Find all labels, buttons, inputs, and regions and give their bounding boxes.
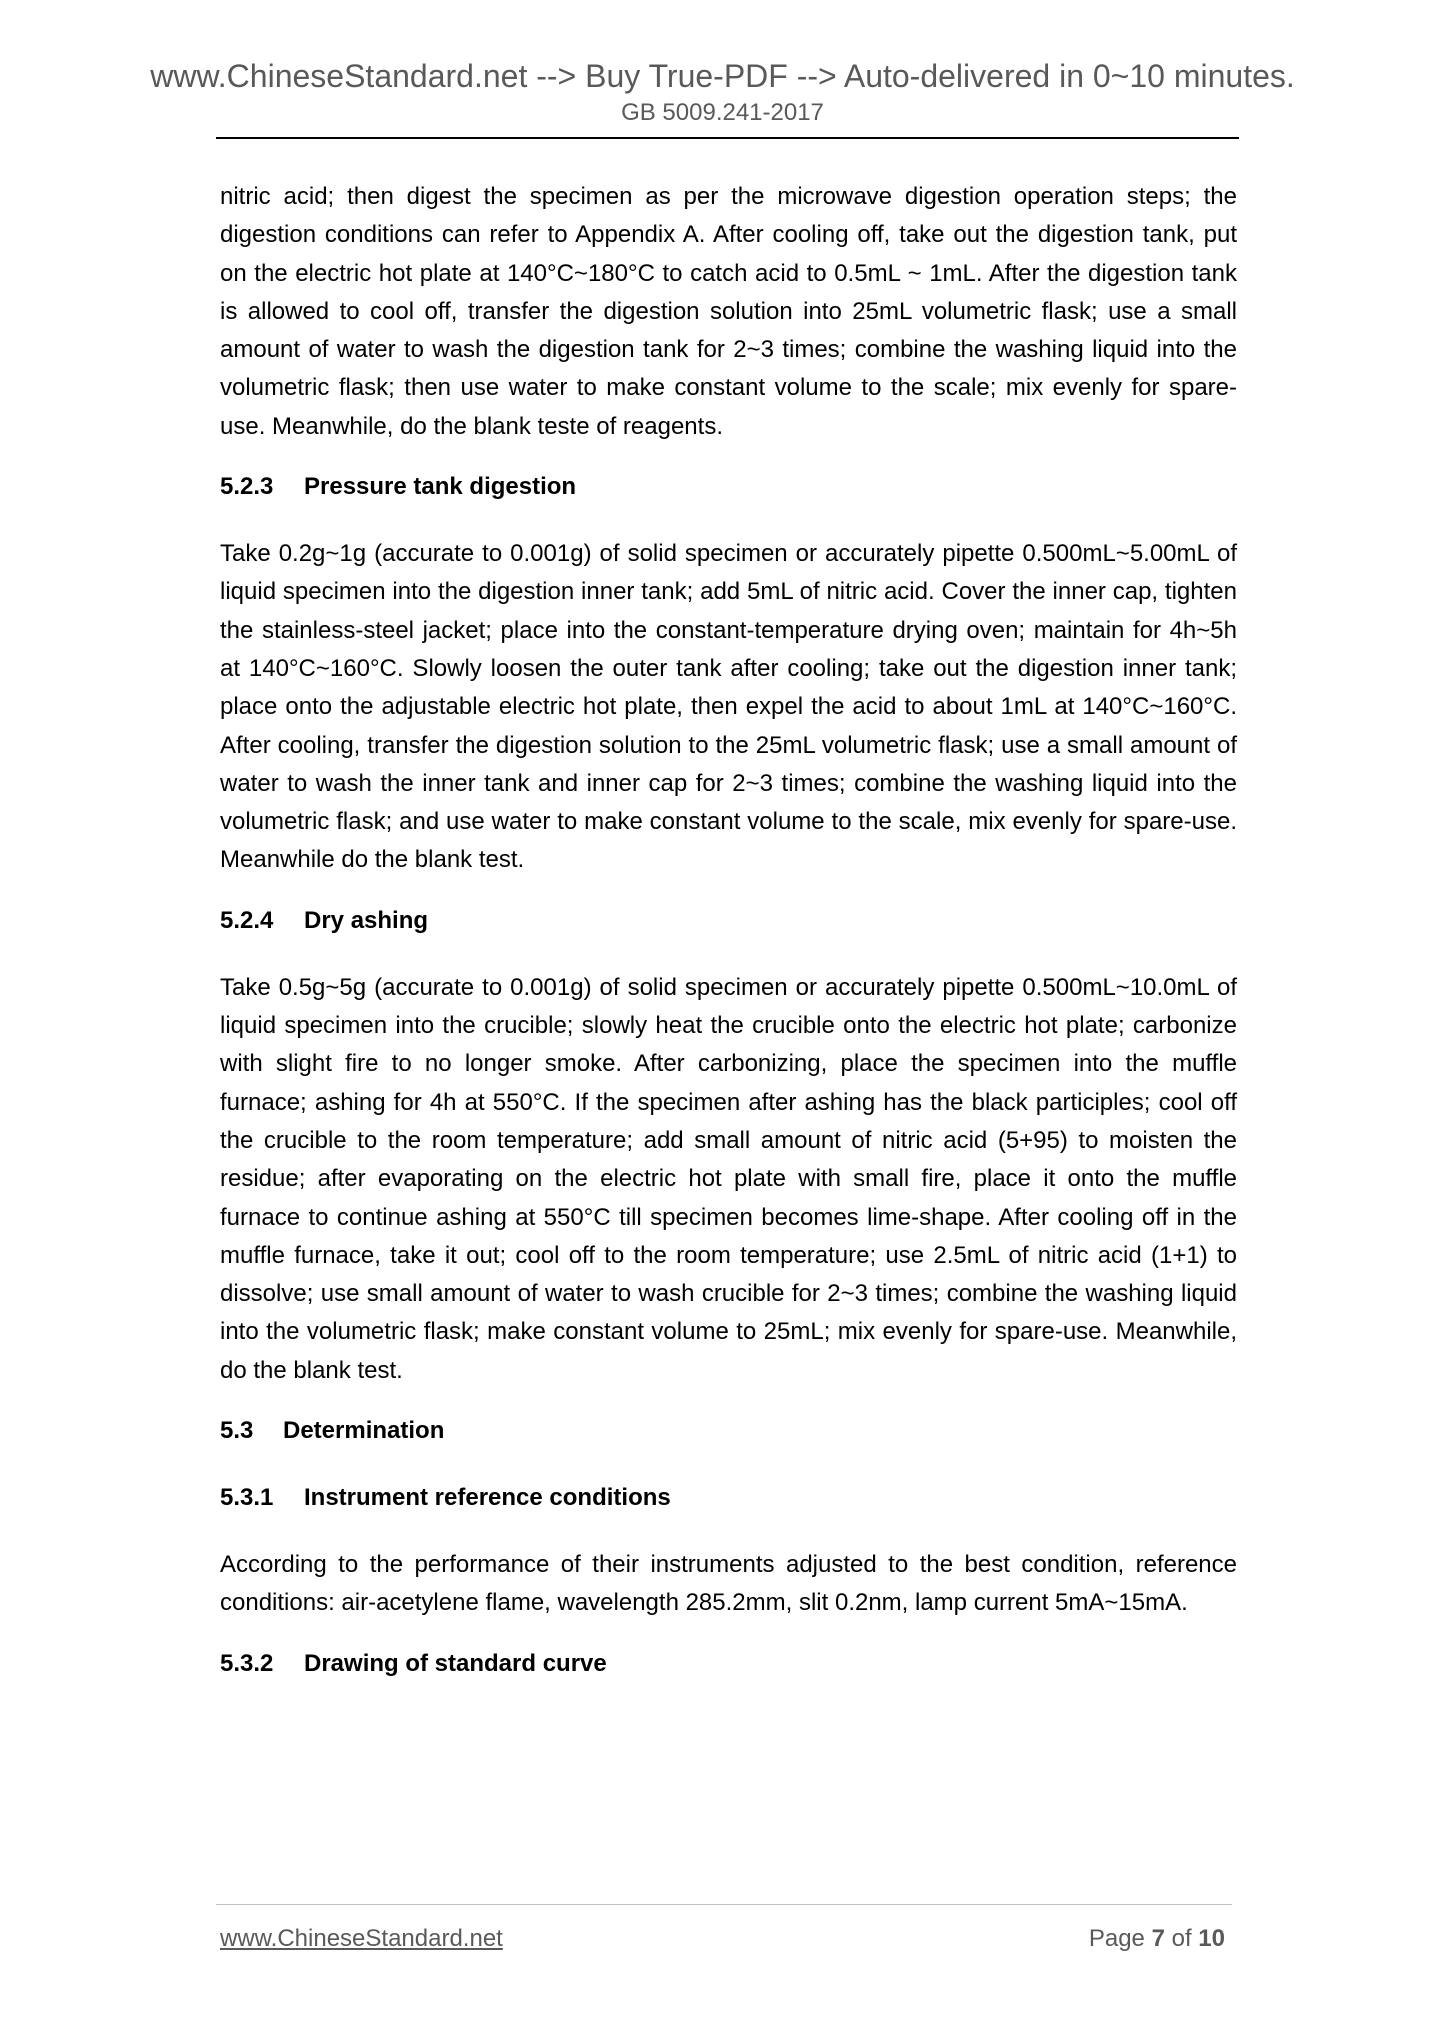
paragraph-microwave-digestion: nitric acid; then digest the specimen as per the microwave digestion operation steps; the digestion conditions can refer to Appendix A. After cooling off, take out the digestion tank, put on the electric hot plate at 140°C~180°C to catch acid to 0.5mL ~ 1mL. After the digestion tank is allowed to cool off, transfer the digestion solution into 25mL volumetric flask; use a small amount of water to wash the digestion tank for 2~3 times; combine the washing liquid into the volumetric flask; then use water to make constant volume to the scale; mix evenly for spare-use. Meanwhile, do the blank teste of reagents. xyxy=(220,183,1237,440)
section-title: Instrument reference conditions xyxy=(304,1484,671,1512)
header-title[interactable]: www.ChineseStandard.net --> Buy True-PDF --> Auto-delivered in 0~10 minutes. xyxy=(150,58,1295,94)
section-number: 5.3 xyxy=(220,1417,254,1445)
current-page: 7 xyxy=(1151,1925,1165,1952)
section-number: 5.3.2 xyxy=(220,1649,274,1677)
section-heading-5-3 xyxy=(220,1412,1237,1450)
header-divider xyxy=(216,137,1239,139)
section-number: 5.2.4 xyxy=(220,906,274,934)
document-id: GB 5009.241-2017 xyxy=(621,99,824,126)
section-title: Dry ashing xyxy=(304,906,429,934)
page-header xyxy=(0,56,1445,130)
paragraph-pressure-tank-digestion: Take 0.2g~1g (accurate to 0.001g) of solid specimen or accurately pipette 0.500mL~5.00mL of liquid specimen into the digestion inner tank; add 5mL of nitric acid. Cover the inner cap, tighten the stainless-steel jacket; place into the constant-temperature drying oven; maintain for 4h~5h at 140°C~160°C. Slowly loosen the outer tank after cooling; take out the digestion inner tank; place onto the adjustable electric hot plate, then expel the acid to about 1mL at 140°C~160°C. After cooling, transfer the digestion solution to the 25mL volumetric flask; use a small amount of water to wash the inner tank and inner cap for 2~3 times; combine the washing liquid into the volumetric flask; and use water to make constant volume to the scale, mix evenly for spare-use. Meanwhile do the blank test. xyxy=(220,540,1237,874)
section-title: Determination xyxy=(283,1417,445,1445)
section-title: Pressure tank digestion xyxy=(304,473,577,501)
page-of-label: of xyxy=(1171,1925,1192,1952)
page-label: Page xyxy=(1088,1925,1145,1952)
section-heading-5-3-1 xyxy=(220,1479,1237,1517)
paragraph-instrument-conditions: According to the performance of their instruments adjusted to the best condition, reference conditions: air-acetylene flame, wavelength 285.2mm, slit 0.2nm, lamp current 5mA~15mA. xyxy=(220,1551,1237,1617)
section-title: Drawing of standard curve xyxy=(304,1649,607,1677)
footer-site-link[interactable]: www.ChineseStandard.net xyxy=(220,1925,503,1952)
page-number xyxy=(1089,1924,1225,1954)
document-body xyxy=(220,178,1237,1683)
total-pages: 10 xyxy=(1198,1925,1225,1952)
paragraph-dry-ashing: Take 0.5g~5g (accurate to 0.001g) of solid specimen or accurately pipette 0.500mL~10.0mL of liquid specimen into the crucible; slowly heat the crucible onto the electric hot plate; carbonize with slight fire to no longer smoke. After carbonizing, place the specimen into the muffle furnace; ashing for 4h at 550°C. If the specimen after ashing has the black participles; cool off the crucible to the room temperature; add small amount of nitric acid (5+95) to moisten the residue; after evaporating on the electric hot plate with small fire, place it onto the muffle furnace to continue ashing at 550°C till specimen becomes lime-shape. After cooling off in the muffle furnace, take it out; cool off to the room temperature; use 2.5mL of nitric acid (1+1) to dissolve; use small amount of water to wash crucible for 2~3 times; combine the washing liquid into the volumetric flask; make constant volume to 25mL; mix evenly for spare-use. Meanwhile, do the blank test. xyxy=(220,973,1237,1384)
footer-divider xyxy=(216,1904,1232,1905)
section-number: 5.3.1 xyxy=(220,1484,274,1512)
section-number: 5.2.3 xyxy=(220,473,274,501)
section-heading-5-2-3 xyxy=(220,468,1237,506)
section-heading-5-2-4 xyxy=(220,902,1237,940)
section-heading-5-3-2 xyxy=(220,1645,1237,1683)
